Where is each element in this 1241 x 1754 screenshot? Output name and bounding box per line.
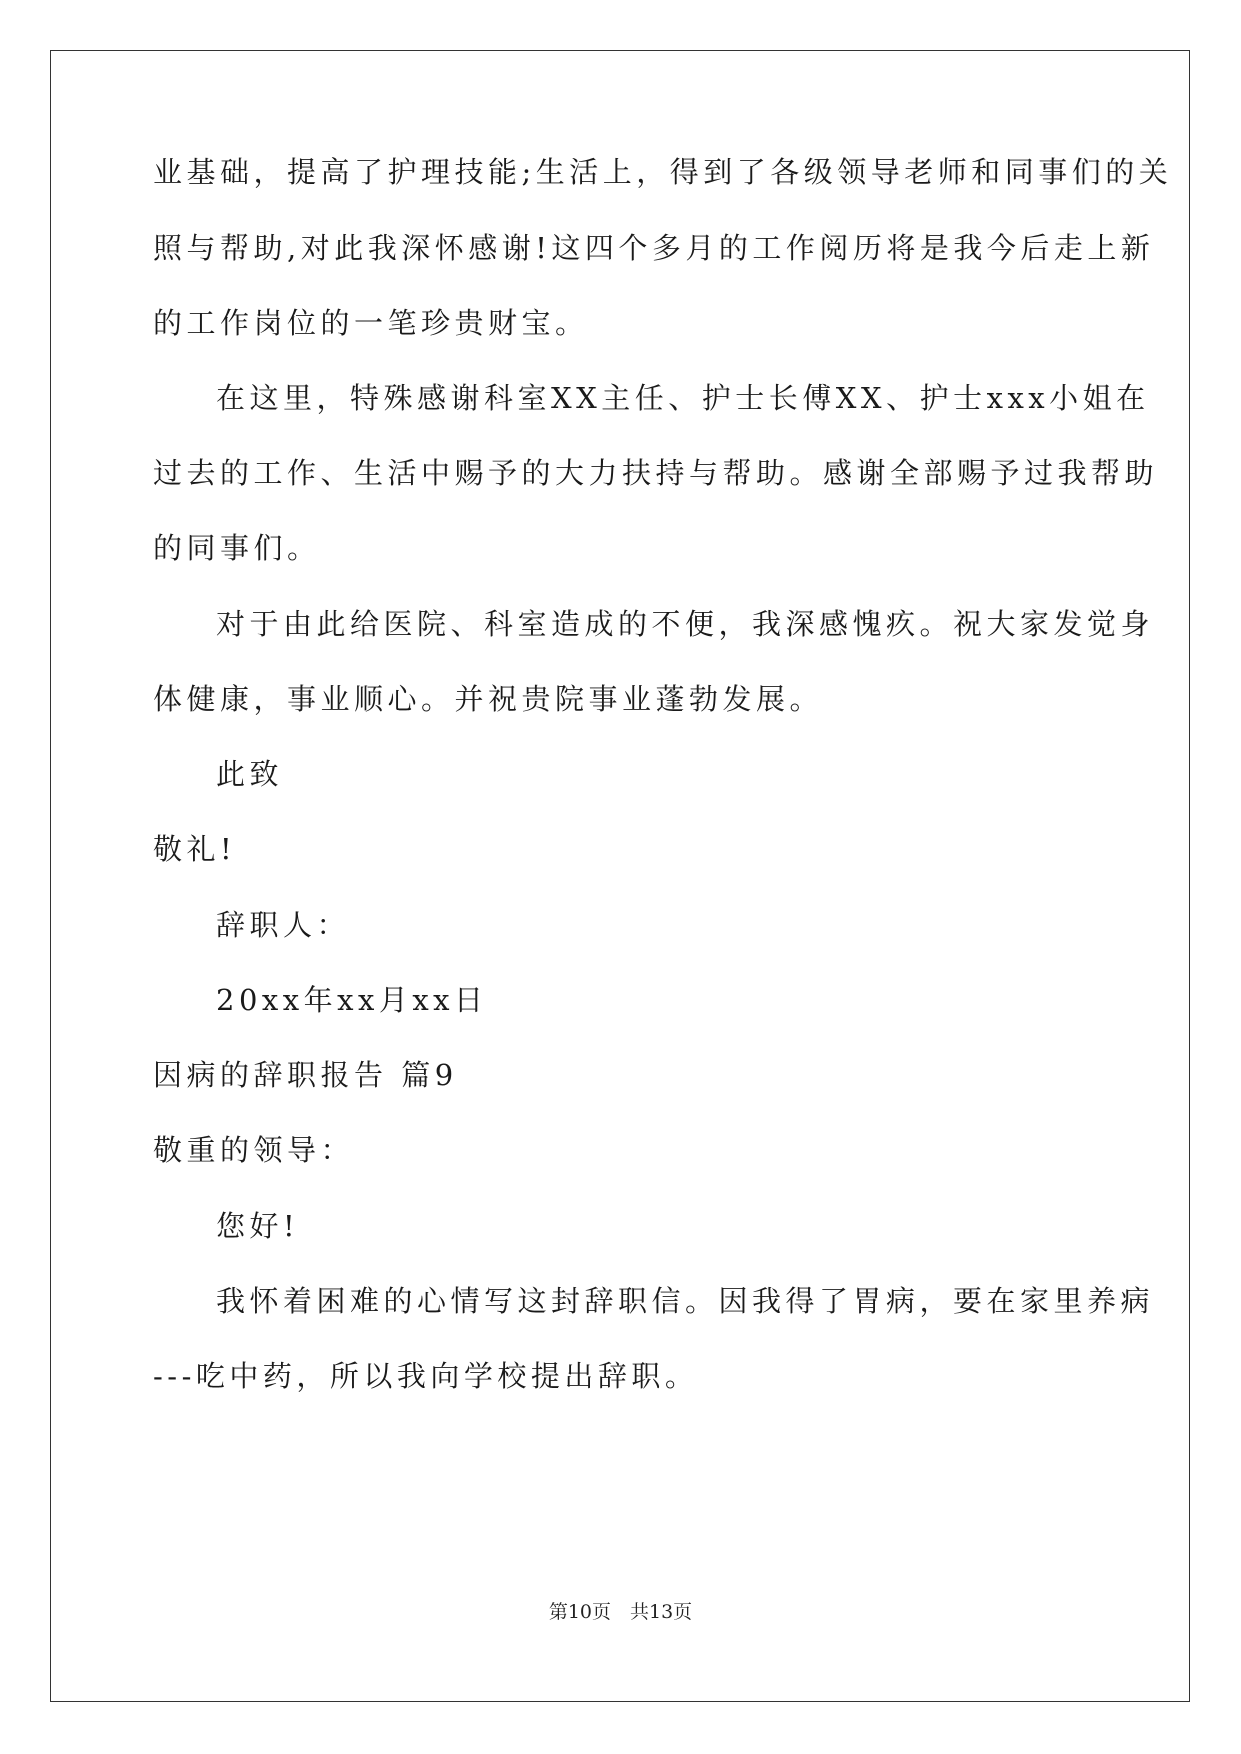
paragraph-line: 照与帮助,对此我深怀感谢!这四个多月的工作阅历将是我今后走上新: [153, 231, 1155, 265]
paragraph-line: 的同事们。: [153, 531, 321, 565]
date-line: 20xx年xx月xx日: [216, 983, 488, 1017]
signatory-label: 辞职人：: [216, 908, 351, 942]
section-heading: 因病的辞职报告 篇9: [153, 1058, 458, 1092]
paragraph-line: 对于由此给医院、科室造成的不便，我深感愧疚。祝大家发觉身: [216, 607, 1155, 641]
paragraph-line: 的工作岗位的一笔珍贵财宝。: [153, 306, 589, 340]
paragraph-line: ---吃中药，所以我向学校提出辞职。: [153, 1359, 699, 1393]
paragraph-line: 业基础，提高了护理技能;生活上，得到了各级领导老师和同事们的关: [153, 155, 1173, 189]
paragraph-line: 过去的工作、生活中赐予的大力扶持与帮助。感谢全部赐予过我帮助: [153, 456, 1159, 490]
closing-regards: 敬礼!: [153, 832, 237, 866]
page-border: [50, 50, 1190, 1702]
greeting: 您好!: [216, 1209, 300, 1243]
paragraph-line: 体健康，事业顺心。并祝贵院事业蓬勃发展。: [153, 682, 824, 716]
paragraph-line: 在这里，特殊感谢科室XX主任、护士长傅XX、护士xxx小姐在: [216, 381, 1150, 415]
page-number-footer: 第10页 共13页: [548, 1601, 693, 1623]
closing-salutation: 此致: [216, 757, 284, 791]
greeting-recipient: 敬重的领导：: [153, 1133, 355, 1167]
paragraph-line: 我怀着困难的心情写这封辞职信。因我得了胃病，要在家里养病: [216, 1284, 1155, 1318]
